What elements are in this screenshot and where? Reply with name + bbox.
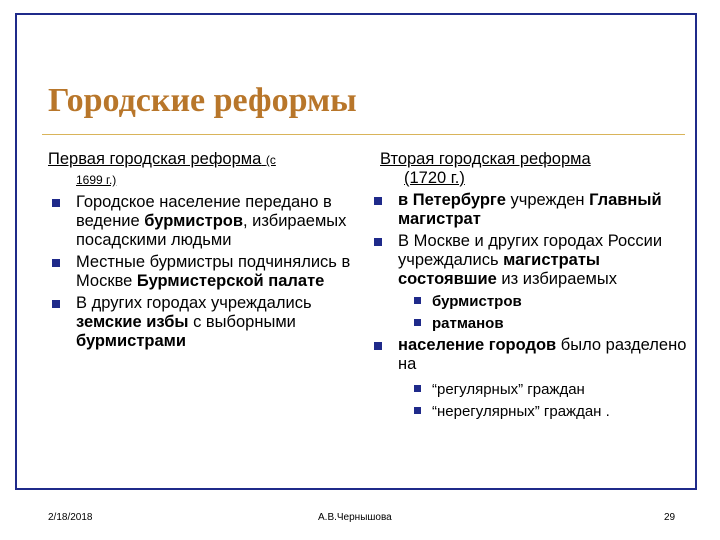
left-column bbox=[48, 150, 358, 351]
item-text: учрежден bbox=[505, 191, 590, 209]
sub-list-item bbox=[370, 292, 690, 311]
right-heading bbox=[370, 150, 690, 188]
square-bullet-icon bbox=[52, 300, 60, 308]
square-bullet-icon bbox=[414, 297, 421, 304]
item-bold-text: в Петербурге bbox=[398, 191, 506, 209]
item-bold-text: Главный магистрат bbox=[398, 191, 662, 228]
right-heading-year: (1720 г.) bbox=[404, 169, 465, 187]
footer-author: А.В.Чернышова bbox=[318, 512, 392, 523]
item-bold-text: магистраты состоявшие bbox=[398, 251, 601, 288]
sub-item-text: ратманов bbox=[432, 315, 504, 332]
item-text: с выборными bbox=[188, 313, 296, 331]
list-item bbox=[370, 232, 690, 289]
footer-date: 2/18/2018 bbox=[48, 512, 93, 523]
item-text: В Москве и других городах России учреждались bbox=[398, 232, 663, 269]
square-bullet-icon bbox=[374, 197, 382, 205]
list-item bbox=[370, 191, 690, 229]
item-text: , избираемых посадскими людьми bbox=[76, 212, 347, 249]
item-text: из избираемых bbox=[496, 270, 617, 288]
list-item bbox=[48, 294, 358, 351]
square-bullet-icon bbox=[414, 319, 421, 326]
list-item bbox=[48, 193, 358, 250]
square-bullet-icon bbox=[414, 407, 421, 414]
left-heading-text: Первая городская реформа bbox=[48, 150, 262, 168]
item-bold-text: Бурмистерской палате bbox=[136, 272, 325, 290]
item-text: Городское население передано в ведение bbox=[76, 193, 332, 230]
right-heading-text: Вторая городская реформа bbox=[380, 150, 591, 168]
square-bullet-icon bbox=[414, 385, 421, 392]
sub-item-text: “нерегулярных” граждан . bbox=[432, 403, 610, 420]
left-heading bbox=[48, 150, 358, 190]
square-bullet-icon bbox=[52, 199, 60, 207]
left-heading-year: 1699 г.) bbox=[76, 173, 117, 187]
item-bold-text: бурмистрами bbox=[76, 332, 187, 350]
item-text: было разделено на bbox=[398, 336, 687, 373]
item-text: Местные бурмистры подчинялись в Москве bbox=[76, 253, 351, 290]
sub-item-text: “регулярных” граждан bbox=[432, 381, 585, 398]
item-text: В других городах учреждались bbox=[76, 294, 312, 312]
sub-item-text: бурмистров bbox=[432, 293, 522, 310]
list-item bbox=[48, 253, 358, 291]
sub-list-item bbox=[370, 402, 690, 421]
slide-title: Городские реформы bbox=[48, 82, 357, 119]
title-divider bbox=[42, 134, 685, 135]
item-bold-text: земские избы bbox=[76, 313, 189, 331]
right-column bbox=[370, 150, 690, 421]
sub-list-item bbox=[370, 380, 690, 399]
footer-page-number: 29 bbox=[664, 512, 676, 523]
left-heading-small: (с bbox=[265, 153, 276, 167]
square-bullet-icon bbox=[374, 342, 382, 350]
square-bullet-icon bbox=[52, 259, 60, 267]
list-item bbox=[370, 336, 690, 374]
item-bold-text: бурмистров bbox=[144, 212, 243, 230]
square-bullet-icon bbox=[374, 238, 382, 246]
item-bold-text: население городов bbox=[398, 336, 557, 354]
sub-list-item bbox=[370, 314, 690, 333]
